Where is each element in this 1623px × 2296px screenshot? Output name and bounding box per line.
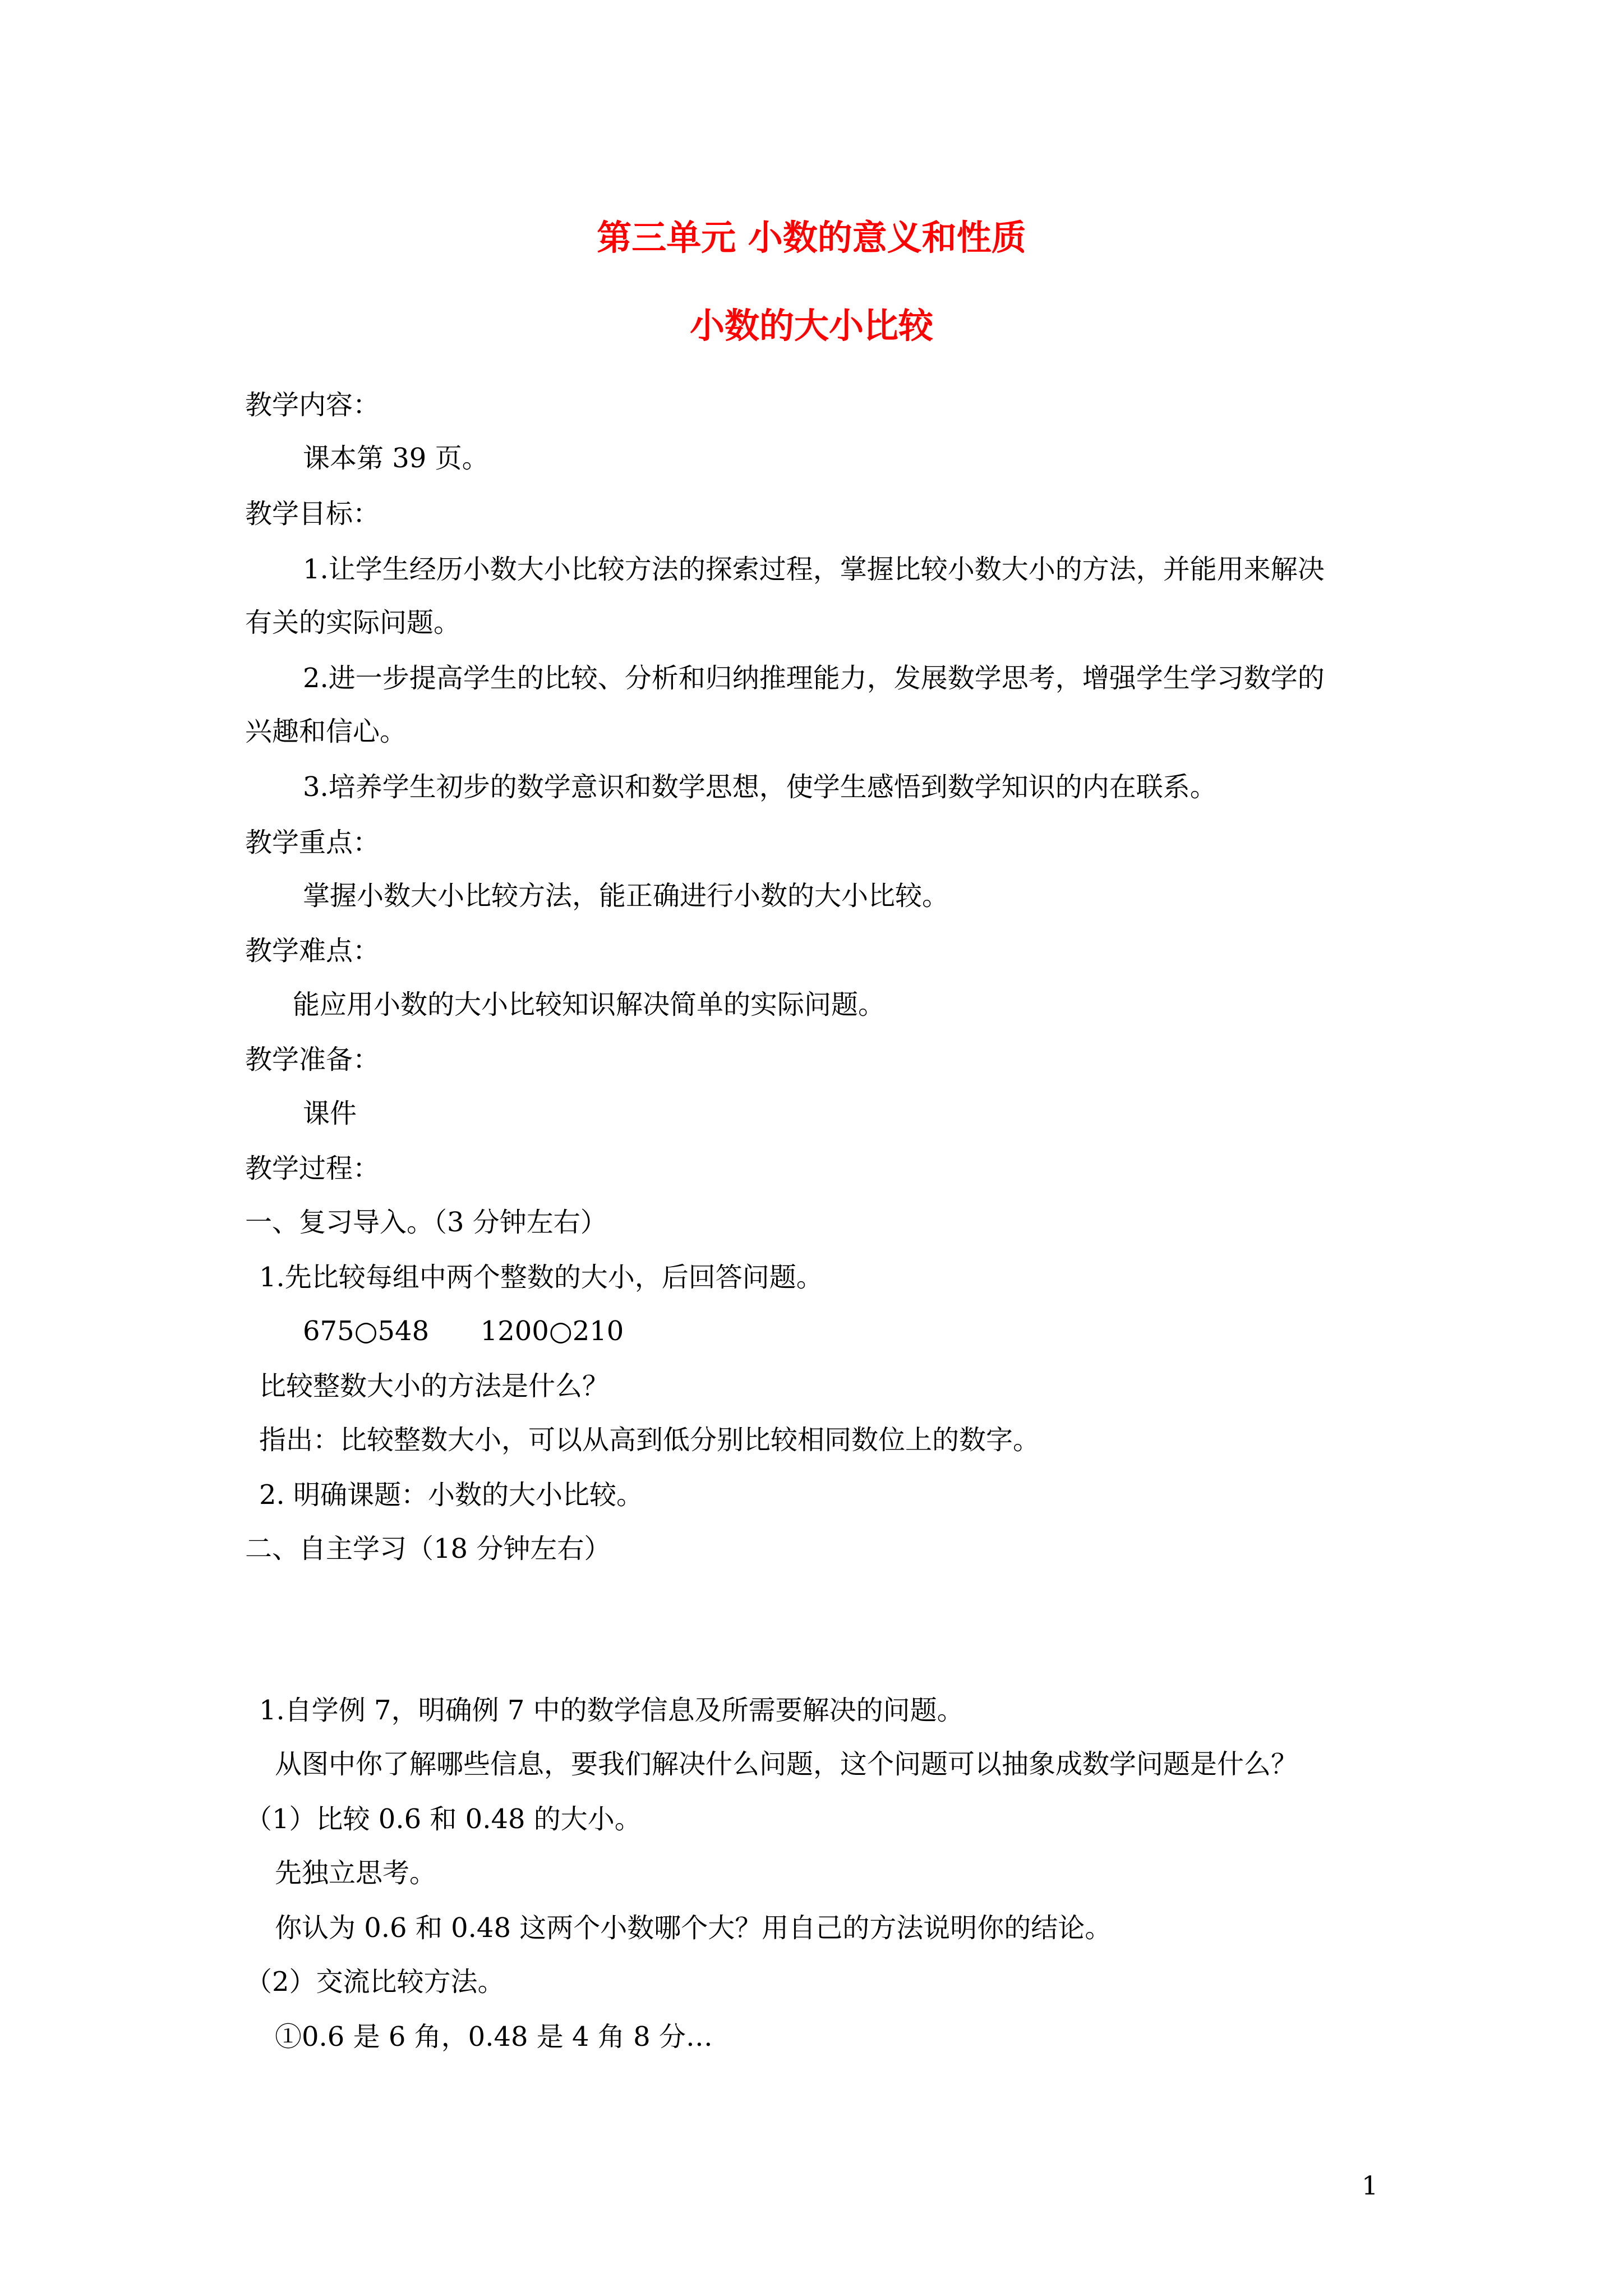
text-line: 指出：比较整数大小，可以从高到低分别比较相同数位上的数字。 — [259, 1424, 1040, 1456]
text-line: 课件 — [303, 1098, 357, 1129]
heading-key-points: 教学重点： — [245, 827, 380, 858]
text-line: 比较整数大小的方法是什么？ — [259, 1370, 610, 1402]
heading-difficulties: 教学难点： — [245, 935, 380, 967]
text-line: 有关的实际问题。 — [245, 607, 461, 638]
text-line: 你认为 0.6 和 0.48 这两个小数哪个大？用自己的方法说明你的结论。 — [275, 1912, 1112, 1944]
text-line: （1）比较 0.6 和 0.48 的大小。 — [245, 1803, 642, 1835]
text-line: 2. 明确课题：小数的大小比较。 — [259, 1479, 644, 1511]
text-line: 1.自学例 7，明确例 7 中的数学信息及所需要解决的问题。 — [259, 1695, 964, 1726]
text-line: 3.培养学生初步的数学意识和数学思想，使学生感悟到数学知识的内在联系。 — [303, 771, 1217, 803]
text-line: 掌握小数大小比较方法，能正确进行小数的大小比较。 — [303, 880, 949, 912]
unit-title: 第三单元 小数的意义和性质 — [597, 217, 1026, 258]
heading-preparation: 教学准备： — [245, 1044, 380, 1075]
text-line: （2）交流比较方法。 — [245, 1966, 505, 1998]
text-line: 能应用小数的大小比较知识解决简单的实际问题。 — [293, 989, 886, 1020]
heading-objectives: 教学目标： — [245, 498, 380, 530]
page-number: 1 — [1362, 2170, 1378, 2201]
comparison-problems: 675○548 1200○210 — [303, 1315, 624, 1347]
text-line: ①0.6 是 6 角，0.48 是 4 角 8 分… — [275, 2021, 713, 2053]
heading-process: 教学过程： — [245, 1153, 380, 1184]
section-heading-review: 一、复习导入。（3 分钟左右） — [245, 1207, 607, 1238]
lesson-title: 小数的大小比较 — [689, 305, 933, 346]
text-line: 先独立思考。 — [275, 1857, 437, 1889]
text-line: 从图中你了解哪些信息，要我们解决什么问题，这个问题可以抽象成数学问题是什么？ — [275, 1749, 1298, 1780]
heading-content: 教学内容： — [245, 389, 380, 421]
text-line: 1.先比较每组中两个整数的大小，后回答问题。 — [259, 1262, 823, 1293]
text-line: 兴趣和信心。 — [245, 716, 407, 747]
section-heading-self-study: 二、自主学习（18 分钟左右） — [245, 1533, 611, 1565]
text-line: 2.进一步提高学生的比较、分析和归纳推理能力，发展数学思考，增强学生学习数学的 — [303, 662, 1325, 694]
text-line: 课本第 39 页。 — [303, 443, 489, 474]
text-line: 1.让学生经历小数大小比较方法的探索过程，掌握比较小数大小的方法，并能用来解决 — [303, 554, 1325, 585]
